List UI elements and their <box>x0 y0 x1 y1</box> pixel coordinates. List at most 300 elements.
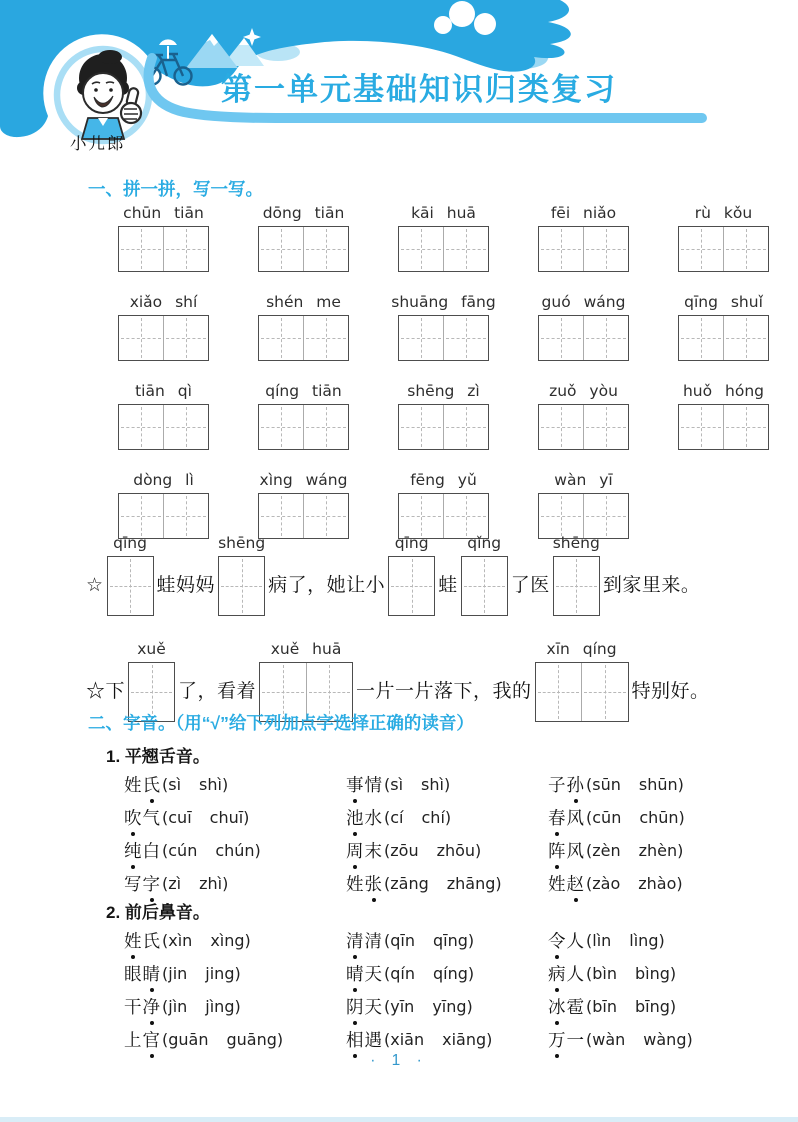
pinyin-option[interactable]: jìn <box>168 997 188 1016</box>
writing-cell[interactable] <box>443 316 488 360</box>
pinyin-options: (xìn xìng) <box>162 931 251 950</box>
writing-box[interactable] <box>535 662 629 722</box>
character: 写 <box>124 874 143 894</box>
word-characters <box>346 961 383 986</box>
writing-cell[interactable] <box>723 316 768 360</box>
writing-cell[interactable] <box>679 405 723 449</box>
writing-cell[interactable] <box>583 316 628 360</box>
pinyin-label: kāi huā <box>411 204 476 222</box>
pinyin-options: (cún chún) <box>162 841 261 860</box>
section2-heading: 二、字音。（用“√”给下列加点字选择正确的读音） <box>88 713 474 733</box>
word-pronunciation-item <box>346 957 548 990</box>
writing-box[interactable] <box>118 226 209 272</box>
character: 天 <box>364 997 383 1017</box>
writing-box[interactable] <box>218 556 265 616</box>
pinyin-option[interactable]: jing <box>205 964 235 983</box>
pinyin-label: zuǒ yòu <box>549 382 618 400</box>
mascot-label: 小儿郎 <box>70 135 126 153</box>
pinyin-options: (sì shì) <box>162 775 229 794</box>
pinyin-label: fēi niǎo <box>550 204 617 222</box>
pinyin-label: huǒ hóng <box>682 382 765 400</box>
word-characters <box>548 928 585 953</box>
pinyin-label: xuě <box>137 640 166 658</box>
word-characters <box>548 805 585 830</box>
word-characters <box>124 994 161 1019</box>
word-characters <box>124 1027 161 1052</box>
writing-cell[interactable] <box>108 557 153 615</box>
pinyin-label: qīng <box>113 534 147 552</box>
pinyin-label: dōng tiān <box>262 204 345 222</box>
character: 人 <box>566 964 585 984</box>
pinyin-option[interactable]: cún <box>168 841 198 860</box>
writing-cell[interactable] <box>399 405 443 449</box>
word-pronunciation-item <box>346 990 548 1023</box>
pinyin-label: chūn tiān <box>123 204 204 222</box>
pinyin-options: (sì shì) <box>384 775 451 794</box>
word-characters <box>124 961 161 986</box>
character: 水 <box>364 808 383 828</box>
pinyin-options: (bīn bīng) <box>586 997 677 1016</box>
dotted-character: 张 <box>365 871 384 896</box>
pinyin-option[interactable]: bìn <box>592 964 617 983</box>
pinyin-word-item <box>538 376 629 450</box>
pinyin-option[interactable]: sūn <box>592 775 621 794</box>
dotted-character: 氏 <box>143 772 162 797</box>
sentence-text: 蛙妈妈 <box>156 575 216 596</box>
dotted-character: 睛 <box>143 961 162 986</box>
writing-box[interactable] <box>678 404 769 450</box>
pinyin-options: (qín qíng) <box>384 964 475 983</box>
fill-in-slot <box>461 528 508 616</box>
character: 眼 <box>124 964 143 984</box>
writing-cell[interactable] <box>539 227 583 271</box>
fill-in-sentence <box>86 528 792 616</box>
character: 姓 <box>346 874 365 894</box>
sentence-text: 了医 <box>510 575 550 596</box>
writing-box[interactable] <box>678 315 769 361</box>
writing-cell[interactable] <box>119 316 163 360</box>
writing-box[interactable] <box>538 404 629 450</box>
pinyin-label: shēng <box>218 534 266 552</box>
pinyin-label: wàn yī <box>554 471 613 489</box>
sentence-text: ☆下 <box>86 681 126 702</box>
writing-cell[interactable] <box>303 405 348 449</box>
character: 风 <box>566 808 585 828</box>
pinyin-option[interactable]: zhèn <box>638 841 678 860</box>
sentence-text: 蛙 <box>438 575 458 596</box>
pinyin-option[interactable]: jin <box>168 964 188 983</box>
pinyin-option[interactable]: chūn <box>639 808 679 827</box>
writing-cell[interactable] <box>679 316 723 360</box>
dotted-character: 病 <box>548 961 567 986</box>
pinyin-option[interactable]: zāng <box>390 874 429 893</box>
writing-cell[interactable] <box>536 663 582 721</box>
character: 风 <box>566 841 585 861</box>
dotted-character: 姓 <box>124 928 143 953</box>
dotted-character: 冰 <box>548 994 567 1019</box>
pinyin-options: (xiān xiāng) <box>384 1030 493 1049</box>
word-characters <box>124 805 161 830</box>
character: 气 <box>142 808 161 828</box>
character: 雹 <box>566 997 585 1017</box>
pinyin-label: xīn qíng <box>546 640 617 658</box>
dotted-character: 春 <box>548 805 567 830</box>
page-bottom-edge <box>0 1117 798 1122</box>
pinyin-option[interactable]: jìng <box>205 997 235 1016</box>
dotted-character: 晴 <box>346 961 365 986</box>
pinyin-label: qíng tiān <box>265 382 342 400</box>
pinyin-options: (jin jing) <box>162 964 241 983</box>
dotted-character: 池 <box>346 805 365 830</box>
pinyin-label: xìng wáng <box>259 471 348 489</box>
pinyin-options: (guān guāng) <box>162 1030 284 1049</box>
writing-box[interactable] <box>398 315 489 361</box>
dotted-character: 事 <box>346 772 365 797</box>
pinyin-label: dòng lì <box>133 471 194 489</box>
writing-box[interactable] <box>107 556 154 616</box>
word-characters <box>346 805 383 830</box>
dotted-character: 阴 <box>346 994 365 1019</box>
part2-word-grid <box>124 924 693 1056</box>
writing-cell[interactable] <box>259 227 303 271</box>
pinyin-options: (zào zhào) <box>586 874 683 893</box>
word-pronunciation-item <box>124 801 346 834</box>
word-characters <box>346 838 383 863</box>
character: 清 <box>364 931 383 951</box>
fill-in-sentence <box>86 634 792 722</box>
fill-in-slot <box>218 528 265 616</box>
pinyin-label: tiān qì <box>135 382 192 400</box>
writing-box[interactable] <box>258 315 349 361</box>
dotted-character: 纯 <box>124 838 143 863</box>
writing-cell[interactable] <box>554 557 599 615</box>
writing-cell[interactable] <box>723 405 768 449</box>
pinyin-option[interactable]: bìng <box>635 964 670 983</box>
word-pronunciation-item <box>346 768 548 801</box>
word-pronunciation-item <box>548 924 693 957</box>
word-characters <box>346 871 383 896</box>
word-pronunciation-item <box>548 801 685 834</box>
pinyin-word-item <box>678 198 769 272</box>
dotted-character: 官 <box>143 1027 162 1052</box>
writing-box[interactable] <box>538 226 629 272</box>
character: 姓 <box>124 775 143 795</box>
dotted-character: 阵 <box>548 838 567 863</box>
writing-cell[interactable] <box>389 557 434 615</box>
writing-cell[interactable] <box>399 227 443 271</box>
pinyin-option[interactable]: sì <box>168 775 182 794</box>
pinyin-option[interactable]: guāng <box>226 1030 277 1049</box>
pinyin-options: (sūn shūn) <box>586 775 684 794</box>
dotted-character: 相 <box>346 1027 365 1052</box>
pinyin-option[interactable]: bīn <box>592 997 617 1016</box>
character: 一 <box>566 1030 585 1050</box>
pinyin-word-item <box>118 376 209 450</box>
pinyin-options: (cí chí) <box>384 808 452 827</box>
character: 末 <box>364 841 383 861</box>
writing-cell[interactable] <box>462 557 507 615</box>
writing-box[interactable] <box>118 404 209 450</box>
word-characters <box>124 871 161 896</box>
writing-box[interactable] <box>398 404 489 450</box>
pinyin-options: (bìn bìng) <box>586 964 677 983</box>
word-characters <box>124 772 161 797</box>
pinyin-label: qīng shuǐ <box>684 293 763 311</box>
word-pronunciation-item <box>548 867 685 900</box>
pinyin-options: (lìn lìng) <box>586 931 665 950</box>
pinyin-option[interactable]: cūn <box>592 808 622 827</box>
pinyin-option[interactable]: lìng <box>629 931 659 950</box>
word-pronunciation-item <box>124 957 346 990</box>
dotted-character: 周 <box>346 838 365 863</box>
pinyin-option[interactable]: chuī <box>209 808 244 827</box>
writing-cell[interactable] <box>259 405 303 449</box>
fill-in-slot <box>128 634 175 722</box>
word-characters <box>346 928 383 953</box>
sentence-text: 了，看着 <box>178 681 257 702</box>
word-characters <box>548 838 585 863</box>
pinyin-option[interactable]: guān <box>168 1030 209 1049</box>
word-characters <box>548 871 585 896</box>
fill-in-slot <box>107 528 154 616</box>
part2-subheading: 2. 前后鼻音。 <box>106 903 210 922</box>
word-pronunciation-item <box>124 768 346 801</box>
pinyin-word-item <box>258 376 349 450</box>
pinyin-options: (zāng zhāng) <box>384 874 502 893</box>
word-pronunciation-item <box>346 924 548 957</box>
pinyin-label: rù kǒu <box>694 204 753 222</box>
pinyin-option[interactable]: lìn <box>592 931 612 950</box>
character: 天 <box>364 964 383 984</box>
writing-box[interactable] <box>538 315 629 361</box>
pinyin-option[interactable]: wàng <box>643 1030 687 1049</box>
pinyin-option[interactable]: zhì <box>199 874 223 893</box>
sentence-text: 特别好。 <box>631 681 710 702</box>
pinyin-label: qīng <box>394 534 429 552</box>
pinyin-label: shēng zì <box>407 382 480 400</box>
writing-cell[interactable] <box>723 227 768 271</box>
writing-cell[interactable] <box>583 227 628 271</box>
word-characters <box>346 1027 383 1052</box>
writing-cell[interactable] <box>259 316 303 360</box>
writing-cell[interactable] <box>539 405 583 449</box>
character: 氏 <box>142 931 161 951</box>
pinyin-option[interactable]: shūn <box>638 775 678 794</box>
pinyin-option[interactable]: xiān <box>390 1030 425 1049</box>
writing-cell[interactable] <box>581 663 628 721</box>
pinyin-option[interactable]: zèn <box>592 841 621 860</box>
dotted-character: 令 <box>548 928 567 953</box>
pinyin-word-item <box>398 376 489 450</box>
sentence-text: ☆ <box>86 575 104 596</box>
pinyin-option[interactable]: xìn <box>168 931 193 950</box>
fill-in-slot <box>535 634 629 722</box>
fill-in-slot <box>553 528 600 616</box>
character: 干 <box>124 997 143 1017</box>
word-pronunciation-item <box>346 867 548 900</box>
pinyin-label: shén me <box>266 293 341 311</box>
dotted-character: 赵 <box>567 871 586 896</box>
pinyin-options: (qīn qīng) <box>384 931 475 950</box>
word-characters <box>548 772 585 797</box>
word-characters <box>548 961 585 986</box>
pinyin-option[interactable]: shì <box>199 775 222 794</box>
character: 子 <box>548 775 567 795</box>
pinyin-option[interactable]: qín <box>390 964 415 983</box>
pinyin-option[interactable]: qīn <box>390 931 415 950</box>
page-number: · 1 · <box>370 1052 428 1069</box>
sentence-text: 到家里来。 <box>602 575 701 596</box>
character: 情 <box>364 775 383 795</box>
pinyin-label: qǐng <box>467 534 502 552</box>
writing-cell[interactable] <box>583 405 628 449</box>
word-pronunciation-item <box>346 834 548 867</box>
fill-in-slot <box>259 634 353 722</box>
word-pronunciation-item <box>124 990 346 1023</box>
pinyin-label: xuě huā <box>270 640 342 658</box>
writing-cell[interactable] <box>539 316 583 360</box>
character: 遇 <box>364 1030 383 1050</box>
writing-box[interactable] <box>258 404 349 450</box>
pinyin-label: shuāng fāng <box>391 293 496 311</box>
dotted-character: 清 <box>346 928 365 953</box>
pinyin-option[interactable]: zhào <box>638 874 677 893</box>
pinyin-word-row <box>118 198 769 272</box>
word-characters <box>346 772 383 797</box>
pinyin-word-item <box>538 198 629 272</box>
pinyin-option[interactable]: zōu <box>390 841 419 860</box>
pinyin-option[interactable]: qīng <box>433 931 468 950</box>
pinyin-option[interactable]: qíng <box>433 964 468 983</box>
pinyin-option[interactable]: zào <box>592 874 621 893</box>
pinyin-options: (zì zhì) <box>162 874 229 893</box>
pinyin-options: (wàn wàng) <box>586 1030 693 1049</box>
dotted-character: 净 <box>143 994 162 1019</box>
pinyin-option[interactable]: chún <box>215 841 255 860</box>
pinyin-option[interactable]: zhāng <box>446 874 496 893</box>
pinyin-word-item <box>678 287 769 361</box>
writing-cell[interactable] <box>219 557 264 615</box>
writing-cell[interactable] <box>119 227 163 271</box>
writing-cell[interactable] <box>303 316 348 360</box>
pinyin-option[interactable]: xìng <box>210 931 245 950</box>
pinyin-word-item <box>258 287 349 361</box>
word-characters <box>124 928 161 953</box>
character: 上 <box>124 1030 143 1050</box>
pinyin-option[interactable]: xiāng <box>442 1030 487 1049</box>
pinyin-word-row <box>118 287 769 361</box>
dotted-character: 万 <box>548 1027 567 1052</box>
writing-cell[interactable] <box>163 316 208 360</box>
pinyin-option[interactable]: wàn <box>592 1030 626 1049</box>
pinyin-options: (cūn chūn) <box>586 808 685 827</box>
word-pronunciation-item <box>124 834 346 867</box>
word-characters <box>124 838 161 863</box>
writing-box[interactable] <box>553 556 600 616</box>
pinyin-option[interactable]: sì <box>390 775 404 794</box>
writing-box[interactable] <box>258 226 349 272</box>
pinyin-word-item <box>398 198 489 272</box>
pinyin-option[interactable]: cí <box>390 808 404 827</box>
word-pronunciation-item <box>548 957 693 990</box>
writing-box[interactable] <box>398 226 489 272</box>
word-pronunciation-item <box>548 990 693 1023</box>
pinyin-option[interactable]: shì <box>421 775 444 794</box>
pinyin-word-item <box>258 198 349 272</box>
word-characters <box>346 994 383 1019</box>
writing-cell[interactable] <box>119 405 163 449</box>
pinyin-label: xiǎo shí <box>129 293 198 311</box>
pinyin-option[interactable]: zì <box>168 874 182 893</box>
page-title: 第一单元基础知识归类复习 <box>221 72 617 107</box>
part1-word-grid <box>124 768 685 900</box>
pinyin-options: (cuī chuī) <box>162 808 250 827</box>
mascot <box>57 49 149 141</box>
pinyin-word-item <box>538 287 629 361</box>
dotted-character: 吹 <box>124 805 143 830</box>
pinyin-option[interactable]: chí <box>421 808 445 827</box>
word-pronunciation-item <box>548 834 685 867</box>
sentence-text: 病了，她让小 <box>268 575 386 596</box>
writing-cell[interactable] <box>443 405 488 449</box>
writing-cell[interactable] <box>679 227 723 271</box>
pinyin-label: shēng <box>552 534 600 552</box>
word-characters <box>548 994 585 1019</box>
pinyin-word-row <box>118 376 769 450</box>
pinyin-options: (zèn zhèn) <box>586 841 684 860</box>
writing-cell[interactable] <box>163 405 208 449</box>
pinyin-options: (yīn yīng) <box>384 997 473 1016</box>
pinyin-word-grid <box>118 198 769 554</box>
sentence-text: 一片一片落下，我的 <box>356 681 532 702</box>
part1-subheading: 1. 平翘舌音。 <box>106 747 210 766</box>
writing-cell[interactable] <box>399 316 443 360</box>
writing-box[interactable] <box>461 556 508 616</box>
pinyin-label: guó wáng <box>541 293 626 311</box>
pinyin-options: (zōu zhōu) <box>384 841 482 860</box>
writing-cell[interactable] <box>163 227 208 271</box>
pinyin-word-item <box>118 287 209 361</box>
pinyin-option[interactable]: cuī <box>168 808 192 827</box>
word-pronunciation-item <box>124 924 346 957</box>
pinyin-options: (jìn jìng) <box>162 997 241 1016</box>
pinyin-option[interactable]: zhōu <box>436 841 476 860</box>
writing-cell[interactable] <box>443 227 488 271</box>
pinyin-option[interactable]: yīn <box>390 997 415 1016</box>
pinyin-word-item <box>391 287 496 361</box>
character: 人 <box>566 931 585 951</box>
fill-in-slot <box>388 528 435 616</box>
section1-heading: 一、拼一拼，写一写。 <box>88 179 263 199</box>
pinyin-option[interactable]: yīng <box>432 997 467 1016</box>
writing-box[interactable] <box>118 315 209 361</box>
writing-box[interactable] <box>678 226 769 272</box>
pinyin-word-item <box>118 198 209 272</box>
word-pronunciation-item <box>548 768 685 801</box>
character: 白 <box>142 841 161 861</box>
pinyin-option[interactable]: bīng <box>635 997 670 1016</box>
word-pronunciation-item <box>124 867 346 900</box>
word-characters <box>548 1027 585 1052</box>
fill-in-sentences <box>86 528 792 740</box>
dotted-character: 孙 <box>567 772 586 797</box>
dotted-character: 字 <box>143 871 162 896</box>
pinyin-label: fēng yǔ <box>410 471 477 489</box>
writing-cell[interactable] <box>303 227 348 271</box>
writing-box[interactable] <box>388 556 435 616</box>
pinyin-word-item <box>678 376 769 450</box>
character: 姓 <box>548 874 567 894</box>
